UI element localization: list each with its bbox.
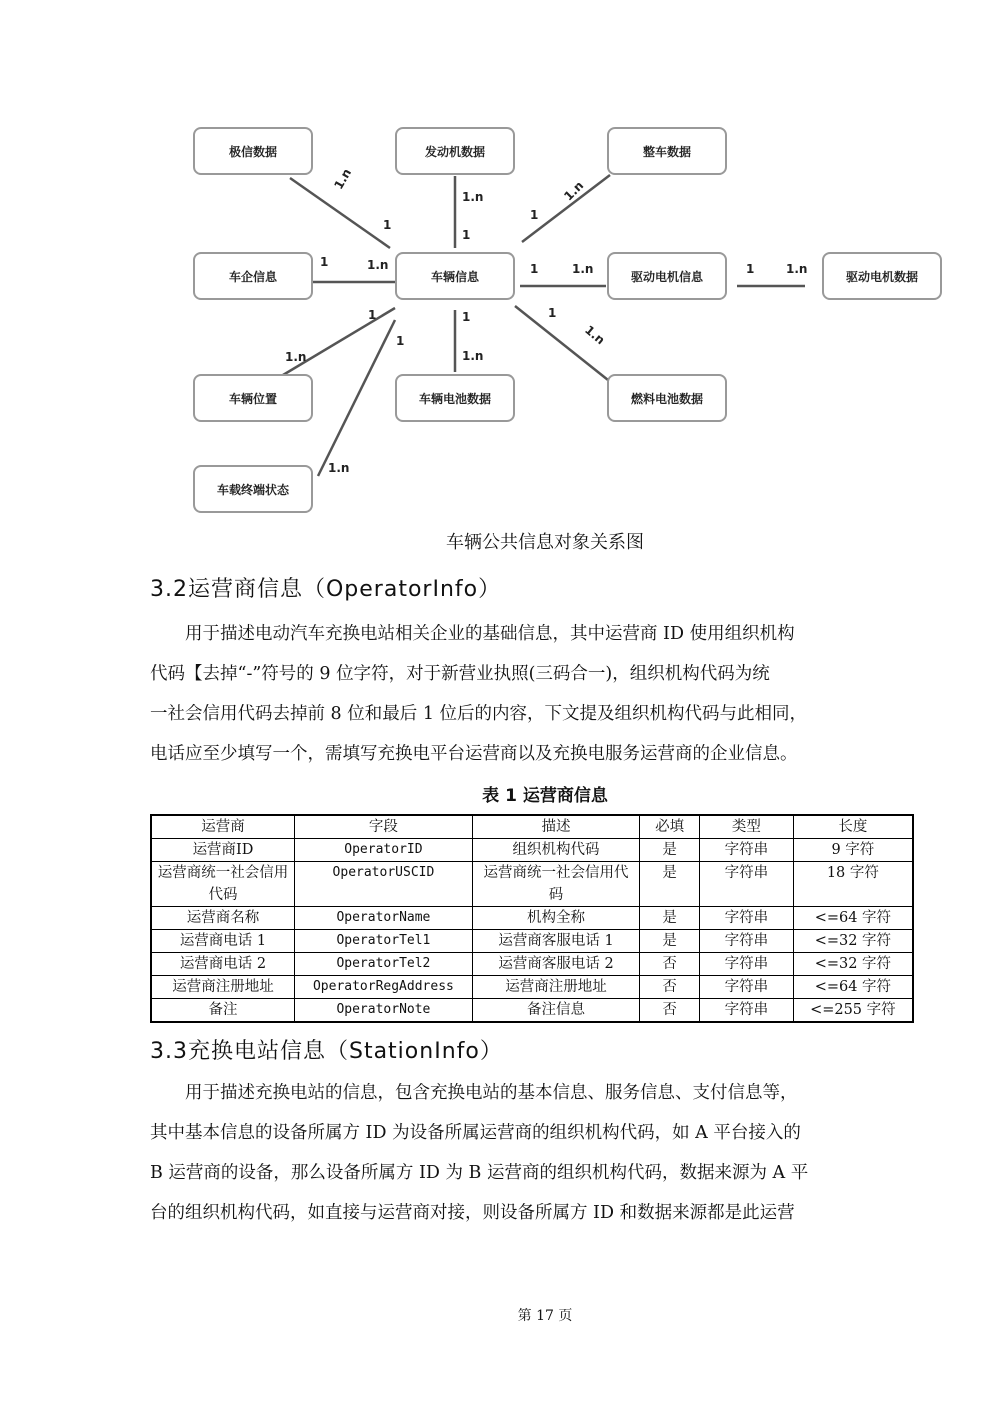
table-cell: OperatorName	[294, 907, 472, 930]
para-line: 一社会信用代码去掉前 8 位和最后 1 位后的内容，下文提及组织机构代码与此相同，	[150, 704, 808, 724]
label-battery-one: 1	[462, 310, 471, 324]
label-motordata-many: 1.n	[786, 262, 808, 276]
node-battery-data: 车辆电池数据	[395, 374, 515, 422]
header-cell: 类型	[700, 815, 794, 839]
header-cell: 字段	[294, 815, 472, 839]
table-cell: 运营商统一社会信用代码	[151, 862, 294, 907]
table-cell: 运营商名称	[151, 907, 294, 930]
para-line: 电话应至少填写一个，需填写充换电平台运营商以及充换电服务运营商的企业信息。	[150, 744, 798, 764]
table-cell: 运营商统一社会信用代码	[472, 862, 639, 907]
table-cell: 是	[640, 907, 700, 930]
table-row	[151, 907, 913, 930]
operator-info-table	[150, 814, 914, 1023]
label-fuelcell-many: 1.n	[582, 322, 608, 348]
table-cell: <=64 字符	[793, 976, 913, 999]
table-cell: 备注	[151, 999, 294, 1023]
header-cell: 运营商	[151, 815, 294, 839]
table-cell: <=64 字符	[793, 907, 913, 930]
table-row	[151, 930, 913, 953]
section-3-2-heading: 3.2运营商信息（OperatorInfo）	[150, 577, 502, 602]
table-cell: 运营商电话 2	[151, 953, 294, 976]
page-number: 第 17 页	[517, 1308, 573, 1324]
relationship-diagram	[0, 110, 1000, 530]
diagram-caption: 车辆公共信息对象关系图	[446, 532, 644, 553]
label-enterprise-many: 1.n	[367, 258, 389, 272]
table-cell: 字符串	[700, 930, 794, 953]
table-cell: 是	[640, 930, 700, 953]
para-line: 代码【去掉“-”符号的 9 位字符，对于新营业执照(三码合一)，组织机构代码为统	[150, 664, 770, 684]
table-cell: 是	[640, 862, 700, 907]
table-cell: OperatorID	[294, 839, 472, 862]
node-motor-data: 驱动电机数据	[822, 252, 942, 300]
table-cell: 机构全称	[472, 907, 639, 930]
line-position	[278, 308, 395, 378]
para-line: 用于描述充换电站的信息，包含充换电站的基本信息、服务信息、支付信息等，	[185, 1083, 798, 1103]
node-vehicle-position: 车辆位置	[193, 374, 313, 422]
node-vehicle-data: 整车数据	[607, 127, 727, 175]
label-enterprise-one: 1	[320, 255, 329, 269]
table-row	[151, 999, 913, 1023]
table-cell: 否	[640, 999, 700, 1023]
node-vehicle-info: 车辆信息	[395, 252, 515, 300]
node-enterprise-info: 车企信息	[193, 252, 313, 300]
label-position-many: 1.n	[285, 350, 307, 364]
label-motordata-one: 1	[746, 262, 755, 276]
table-cell: 字符串	[700, 839, 794, 862]
label-terminal-one: 1	[396, 334, 405, 348]
table-cell: <=32 字符	[793, 953, 913, 976]
table-cell: 备注信息	[472, 999, 639, 1023]
table-caption: 表 1 运营商信息	[482, 786, 608, 806]
table-cell: 运营商客服电话 1	[472, 930, 639, 953]
label-engine-many: 1.n	[462, 190, 484, 204]
table-cell: OperatorTel1	[294, 930, 472, 953]
table-cell: 组织机构代码	[472, 839, 639, 862]
table-cell: 否	[640, 953, 700, 976]
table-row	[151, 839, 913, 862]
table-row	[151, 953, 913, 976]
table-row	[151, 862, 913, 907]
label-jixin-one: 1	[383, 218, 392, 232]
para-line: 用于描述电动汽车充换电站相关企业的基础信息，其中运营商 ID 使用组织机构	[185, 624, 795, 644]
table-cell: 是	[640, 839, 700, 862]
table-cell: OperatorRegAddress	[294, 976, 472, 999]
table-cell: 18 字符	[793, 862, 913, 907]
label-motorinfo-one: 1	[530, 262, 539, 276]
header-cell: 描述	[472, 815, 639, 839]
table-cell: 9 字符	[793, 839, 913, 862]
label-vehicledata-one: 1	[530, 208, 539, 222]
label-position-one: 1	[368, 308, 377, 322]
label-motorinfo-many: 1.n	[572, 262, 594, 276]
para-line: 台的组织机构代码，如直接与运营商对接，则设备所属方 ID 和数据来源都是此运营	[150, 1203, 795, 1223]
table-cell: 否	[640, 976, 700, 999]
label-engine-one: 1	[462, 228, 471, 242]
label-terminal-many: 1.n	[328, 461, 350, 475]
table-cell: 字符串	[700, 976, 794, 999]
section-3-3-paragraph	[150, 1073, 890, 1233]
table-cell: OperatorTel2	[294, 953, 472, 976]
label-vehicledata-many: 1.n	[561, 178, 587, 204]
node-motor-info: 驱动电机信息	[607, 252, 727, 300]
table-cell: <=32 字符	[793, 930, 913, 953]
node-engine-data: 发动机数据	[395, 127, 515, 175]
header-cell: 长度	[793, 815, 913, 839]
label-fuelcell-one: 1	[548, 306, 557, 320]
table-cell: 字符串	[700, 907, 794, 930]
table-cell: 运营商客服电话 2	[472, 953, 639, 976]
node-terminal-status: 车载终端状态	[193, 465, 313, 513]
para-line: 其中基本信息的设备所属方 ID 为设备所属运营商的组织机构代码，如 A 平台接入的	[150, 1123, 801, 1143]
section-3-2-paragraph	[150, 614, 890, 774]
line-terminal	[318, 320, 395, 476]
table-cell: <=255 字符	[793, 999, 913, 1023]
node-jixin-data: 极信数据	[193, 127, 313, 175]
table-cell: OperatorUSCID	[294, 862, 472, 907]
table-cell: 字符串	[700, 953, 794, 976]
table-cell: 运营商电话 1	[151, 930, 294, 953]
table-row	[151, 976, 913, 999]
label-battery-many: 1.n	[462, 349, 484, 363]
header-cell: 必填	[640, 815, 700, 839]
para-line: B 运营商的设备，那么设备所属方 ID 为 B 运营商的组织机构代码，数据来源为 A 平	[150, 1163, 809, 1183]
table-cell: 运营商ID	[151, 839, 294, 862]
table-cell: 运营商注册地址	[472, 976, 639, 999]
table-cell: 字符串	[700, 862, 794, 907]
table-cell: 字符串	[700, 999, 794, 1023]
table-cell: 运营商注册地址	[151, 976, 294, 999]
table-cell: OperatorNote	[294, 999, 472, 1023]
node-fuel-cell-data: 燃料电池数据	[607, 374, 727, 422]
section-3-3-heading: 3.3充换电站信息（StationInfo）	[150, 1039, 503, 1064]
label-jixin-many: 1.n	[331, 166, 355, 192]
table-header-row	[151, 815, 913, 839]
